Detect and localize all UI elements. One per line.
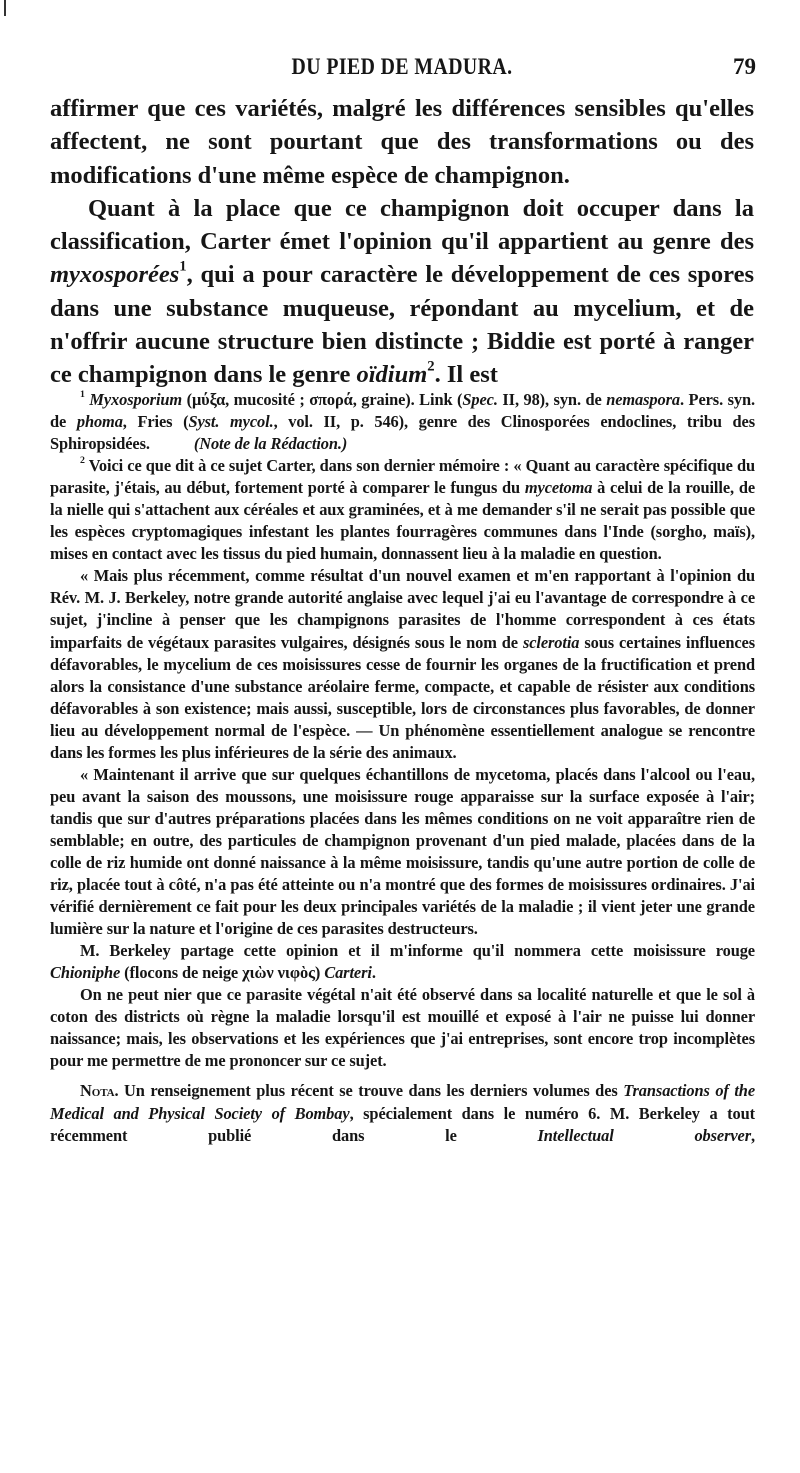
main-paragraph-1: affirmer que ces variétés, malgré les différences sensibles qu'elles affectent, ne sont pourtant que des transformations ou des modifications d'une même espèce de champignon. <box>50 95 754 189</box>
page-edge-mark <box>4 0 6 16</box>
quote-paragraph-3: M. Berkeley partage cette opinion et il m'informe qu'il nommera cette moisissure rouge Chioniphe (flocons de neige χιὼν νιφὸς) Carteri. <box>50 941 755 983</box>
quote-paragraph-2: « Maintenant il arrive que sur quelques échantillons de mycetoma, placés dans l'alcool ou l'eau, peu avant la saison des moussons, une moisissure rouge apparaisse sur la surface exposée à l'air; tandis que sur d'autres préparations placées dans les mêmes conditions on ne voit apparaître rien de semblable; en outre, des particules de champignon provenant d'un pied malade, placées dans de la colle de riz humide ont donné naissance à la même moisissure, tandis qu'une autre portion de colle de riz, placée tout à côté, n'a pas été atteinte ou n'a montré que des formes de moisissures ordinaires. J'ai vérifié dernièrement ce fait pour les deux principales variétés de la maladie ; il vient jeter une grande lumière sur la nature et l'origine de ces parasites destructeurs. <box>50 764 755 939</box>
main-text <box>50 92 754 392</box>
term-myxosporees: myxosporées <box>50 261 180 289</box>
page-number: 79 <box>733 54 756 79</box>
editor-note: (Note de la Rédaction.) <box>193 434 348 454</box>
nota-label: Nota. <box>80 1081 119 1101</box>
footnotes <box>50 389 755 1147</box>
footnote-2: $^2$ Voici ce que dit à ce sujet Carter, dans son dernier mémoire : « Quant au caractère spécifique du parasite, j'étais, au début, fortement porté à comparer le fungus du mycetoma à celui de la rouille, de la nielle qui s'attachent aux céréales et aux graminées, et à me demander s'il ne serait pas possible que les espèces cryptomagiques infestant les plantes fourragères communes dans l'Inde (sorgho, maïs), mises en contact avec les tissus du pied humain, donnassent lieu à la maladie en question. <box>50 455 756 564</box>
footnote-ref-2: 2 <box>427 358 435 375</box>
footnote-1: $^1$ Myxosporium (μύξα, mucosité ; σπορά, graine). Link (Spec. II, 98), syn. de nemaspora. Pers. syn. de phoma, Fries (Syst. mycol., vol. II, p. 546), genre des Clinosporées endoclines, tribu des Sphiropsidées. (Note de la Rédaction.) <box>50 389 755 454</box>
quote-paragraph-4: On ne peut nier que ce parasite végétal n'ait été observé dans sa localité naturelle et que le sol à coton des districts où règne la maladie lorsqu'il est mouillé et exposé à l'air ne puisse lui donner naissance; mais, les observations et les expériences que j'ai entreprises, sont encore trop incomplètes pour me permettre de me prononcer sur ce sujet. <box>50 985 755 1071</box>
nota-paragraph: Nota. Un renseignement plus récent se trouve dans les derniers volumes des Transactions of the Medical and Physical Society of Bombay, spécialement dans le numéro 6. M. Berkeley a tout récemment publié dans le Intellectual observer, <box>50 1081 755 1145</box>
quote-paragraph-1: « Mais plus récemment, comme résultat d'un nouvel examen et m'en rapportant à l'opinion du Rév. M. J. Berkeley, notre grande autorité anglaise avec lequel j'ai eu l'avantage de correspondre à ce sujet, j'incline à penser que les champignons parasites de l'homme correspondent à ces états imparfaits de végétaux parasites vulgaires, désignés sous le nom de sclerotia sous certaines influences défavorables, le mycelium de ces moisissures cesse de fournir les organes de la fructification et prend alors la consistance d'une substance aréolaire ferme, compacte, et capable de résister aux conditions défavorables à son existence; mais aussi, susceptible, lors de circonstances plus favorables, de donner lieu au développement normal de l'espèce. — Un phénomène essentiellement analogue se rencontre dans les formes les plus inférieures de la série des animaux. <box>50 566 755 762</box>
footnote-ref-1: 1 <box>179 258 187 275</box>
page-header <box>48 54 756 84</box>
running-title: DU PIED DE MADURA. <box>291 54 513 79</box>
main-paragraph-2: Quant à la place que ce champignon doit occuper dans la classification, Carter émet l'opinion qu'il appartient au genre des myxosporées$^1$, qui a pour caractère le développement de ces spores dans une substance muqueuse, répondant au mycelium, et de n'offrir aucune structure bien distincte ; Biddie est porté à ranger ce champignon dans le genre oïdium$^2$. Il est <box>50 194 754 389</box>
term-oidium: oïdium <box>356 361 428 389</box>
